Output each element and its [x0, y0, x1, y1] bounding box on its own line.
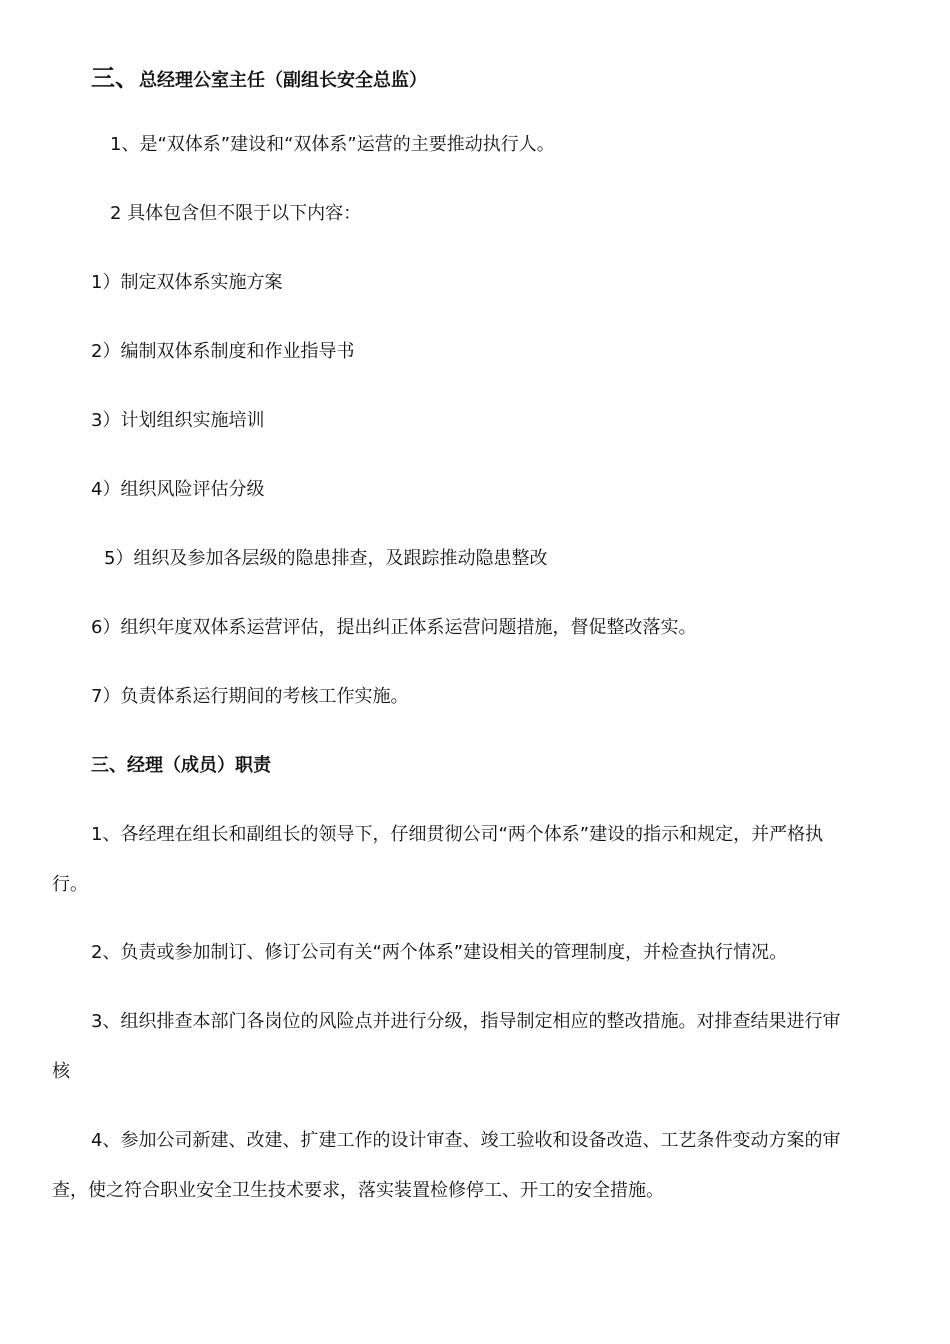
- list-item: 2）编制双体系制度和作业指导书: [91, 341, 355, 362]
- duty-1-line-2: 行。: [52, 874, 88, 895]
- duty-4-line-1: 4、参加公司新建、改建、扩建工作的设计审查、竣工验收和设备改造、工艺条件变动方案的审: [91, 1130, 841, 1151]
- duty-3-line-1: 3、组织排查本部门各岗位的风险点并进行分级，指导制定相应的整改措施。对排查结果进行审: [91, 1011, 841, 1032]
- duty-3-line-2: 核: [52, 1061, 70, 1082]
- paragraph-role: 1、是“双体系”建设和“双体系”运营的主要推动执行人。: [110, 134, 555, 155]
- list-item: 4）组织风险评估分级: [91, 479, 265, 500]
- list-item: 6）组织年度双体系运营评估，提出纠正体系运营问题措施，督促整改落实。: [91, 617, 697, 638]
- list-item: 7）负责体系运行期间的考核工作实施。: [91, 686, 409, 707]
- list-item: 5）组织及参加各层级的隐患排查，及跟踪推动隐患整改: [104, 548, 548, 569]
- list-item: 1）制定双体系实施方案: [91, 272, 283, 293]
- section-heading-2: 三、经理（成员）职责: [91, 755, 271, 776]
- section-heading-1-title: 总经理公室主任（副组长安全总监）: [139, 70, 427, 91]
- list-item: 3）计划组织实施培训: [91, 410, 265, 431]
- paragraph-scope: 2 具体包含但不限于以下内容：: [110, 203, 362, 224]
- section-heading-1: [91, 66, 427, 93]
- section-heading-1-prefix: 三、: [91, 64, 139, 92]
- duty-4-line-2: 查，使之符合职业安全卫生技术要求，落实装置检修停工、开工的安全措施。: [52, 1180, 664, 1201]
- duty-1-line-1: 1、各经理在组长和副组长的领导下，仔细贯彻公司“两个体系”建设的指示和规定，并严格执: [91, 824, 824, 845]
- duty-2-line-1: 2、负责或参加制订、修订公司有关“两个体系”建设相关的管理制度，并检查执行情况。: [91, 942, 788, 963]
